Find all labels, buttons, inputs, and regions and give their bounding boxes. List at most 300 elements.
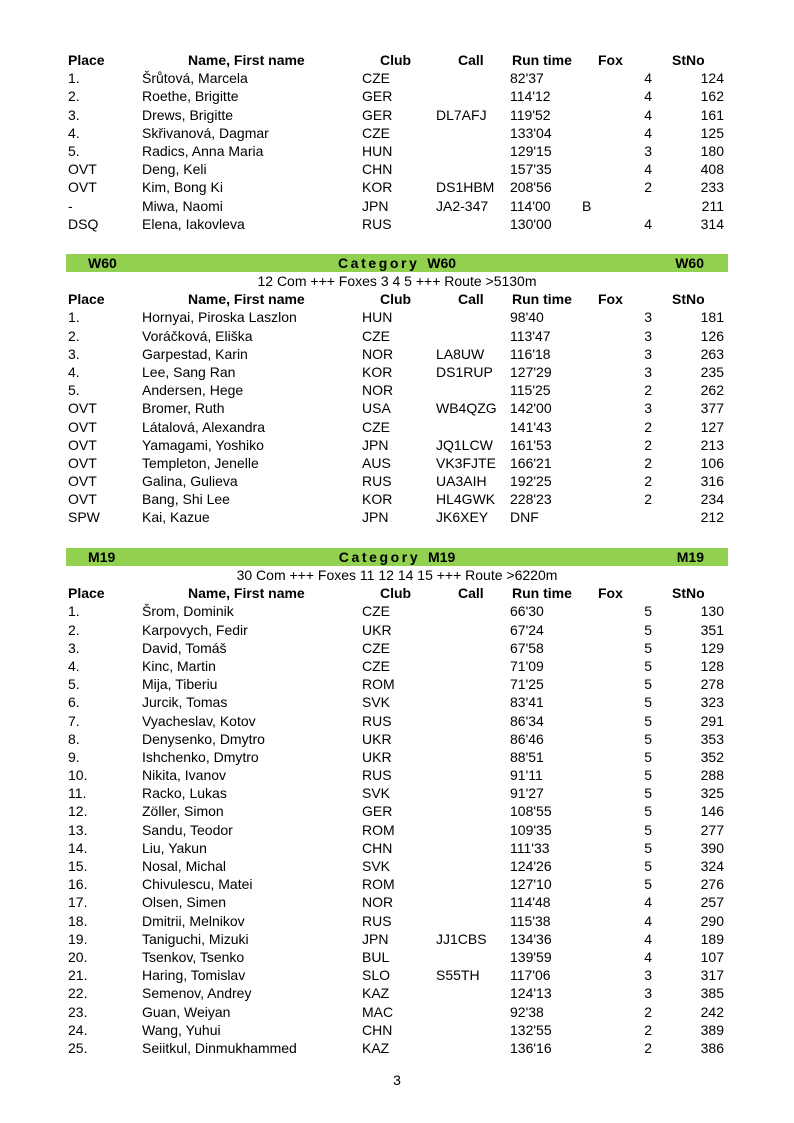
run-time-cell: 130'00 bbox=[510, 215, 552, 232]
header-stno: StNo bbox=[672, 291, 705, 308]
run-time-cell: 71'09 bbox=[510, 657, 544, 674]
stno-cell: 277 bbox=[700, 821, 724, 838]
place-cell: SPW bbox=[68, 509, 100, 526]
run-time-cell: 114'48 bbox=[510, 894, 551, 911]
stno-cell: 233 bbox=[700, 179, 724, 196]
table-row bbox=[66, 857, 728, 875]
name-cell: Andersen, Hege bbox=[142, 382, 244, 399]
club-cell: ROM bbox=[362, 876, 395, 893]
place-cell: 7. bbox=[68, 712, 80, 729]
category-bar bbox=[66, 548, 728, 566]
call-cell: JA2-347 bbox=[436, 197, 489, 214]
name-cell: Látalová, Alexandra bbox=[142, 418, 265, 435]
run-time-cell: 133'04 bbox=[510, 124, 552, 141]
fox-cell: 4 bbox=[644, 215, 652, 232]
header-name: Name, First name bbox=[188, 52, 305, 68]
club-cell: KOR bbox=[362, 491, 393, 508]
club-cell: UKR bbox=[362, 730, 392, 747]
category-w60-section bbox=[66, 254, 728, 527]
run-time-cell: 134'36 bbox=[510, 930, 552, 947]
table-header bbox=[66, 290, 728, 308]
fox-cell: 5 bbox=[644, 876, 652, 893]
run-time-cell: 111'33 bbox=[510, 839, 550, 856]
stno-cell: 211 bbox=[701, 197, 724, 214]
name-cell: Denysenko, Dmytro bbox=[142, 730, 265, 747]
stno-cell: 124 bbox=[700, 70, 724, 87]
run-time-cell: 114'00 bbox=[510, 197, 551, 214]
table-row bbox=[66, 893, 728, 911]
table-row bbox=[66, 657, 728, 675]
club-cell: ROM bbox=[362, 821, 395, 838]
name-cell: Wang, Yuhui bbox=[142, 1021, 221, 1038]
stno-cell: 314 bbox=[700, 215, 724, 232]
fox-cell: 4 bbox=[644, 930, 652, 947]
club-cell: GER bbox=[362, 106, 393, 123]
category-title-code: M19 bbox=[428, 549, 456, 565]
club-cell: ROM bbox=[362, 676, 395, 693]
fox-cell: 3 bbox=[644, 142, 652, 159]
place-cell: OVT bbox=[68, 473, 97, 490]
fox-cell: 2 bbox=[644, 382, 652, 399]
club-cell: CZE bbox=[362, 70, 390, 87]
table-row bbox=[66, 454, 728, 472]
header-call: Call bbox=[458, 52, 484, 68]
name-cell: David, Tomáš bbox=[142, 639, 227, 656]
header-place: Place bbox=[68, 52, 105, 68]
run-time-cell: 116'18 bbox=[510, 345, 551, 362]
stno-cell: 235 bbox=[700, 363, 724, 380]
stno-cell: 213 bbox=[700, 436, 724, 453]
place-cell: 5. bbox=[68, 676, 80, 693]
place-cell: OVT bbox=[68, 418, 97, 435]
place-cell: 4. bbox=[68, 124, 80, 141]
club-cell: AUS bbox=[362, 454, 391, 471]
table-row bbox=[66, 87, 728, 105]
stno-cell: 317 bbox=[700, 967, 724, 984]
name-cell: Hornyai, Piroska Laszlon bbox=[142, 309, 297, 326]
fox-cell: 3 bbox=[644, 400, 652, 417]
place-cell: 13. bbox=[68, 821, 88, 838]
stno-cell: 180 bbox=[700, 142, 724, 159]
run-time-cell: 127'10 bbox=[510, 876, 552, 893]
fox-cell: 2 bbox=[644, 1003, 652, 1020]
fox-cell: 2 bbox=[644, 1021, 652, 1038]
place-cell: 21. bbox=[68, 967, 88, 984]
stno-cell: 125 bbox=[700, 124, 724, 141]
stno-cell: 291 bbox=[700, 712, 724, 729]
club-cell: HUN bbox=[362, 309, 393, 326]
name-cell: Chivulescu, Matei bbox=[142, 876, 253, 893]
place-cell: 1. bbox=[68, 603, 80, 620]
table-row bbox=[66, 639, 728, 657]
club-cell: KAZ bbox=[362, 985, 390, 1002]
name-cell: Taniguchi, Mizuki bbox=[142, 930, 249, 947]
fox-cell: 4 bbox=[644, 161, 652, 178]
place-cell: OVT bbox=[68, 454, 97, 471]
w60-results-rows bbox=[66, 308, 728, 526]
club-cell: JPN bbox=[362, 436, 389, 453]
run-time-cell: 141'43 bbox=[510, 418, 552, 435]
club-cell: KAZ bbox=[362, 1039, 390, 1056]
category-code-right: W60 bbox=[675, 255, 704, 271]
table-row bbox=[66, 472, 728, 490]
place-cell: 6. bbox=[68, 694, 80, 711]
place-cell: 17. bbox=[68, 894, 88, 911]
run-time-cell: 127'29 bbox=[510, 363, 552, 380]
category-code-left: W60 bbox=[88, 255, 117, 271]
header-fox: Fox bbox=[598, 291, 623, 308]
stno-cell: 323 bbox=[700, 694, 724, 711]
place-cell: 2. bbox=[68, 327, 80, 344]
place-cell: 9. bbox=[68, 748, 80, 765]
fox-cell: 5 bbox=[644, 803, 652, 820]
stno-cell: 234 bbox=[700, 491, 724, 508]
stno-cell: 257 bbox=[700, 894, 724, 911]
fox-cell: 3 bbox=[644, 363, 652, 380]
table-row bbox=[66, 948, 728, 966]
table-row bbox=[66, 160, 728, 178]
stno-cell: 242 bbox=[700, 1003, 724, 1020]
status-flag-cell: B bbox=[582, 197, 592, 214]
name-cell: Templeton, Jenelle bbox=[142, 454, 259, 471]
fox-cell: 5 bbox=[644, 676, 652, 693]
table-row bbox=[66, 621, 728, 639]
stno-cell: 325 bbox=[700, 785, 724, 802]
club-cell: SLO bbox=[362, 967, 391, 984]
name-cell: Yamagami, Yoshiko bbox=[142, 436, 264, 453]
table-row bbox=[66, 602, 728, 620]
run-time-cell: 98'40 bbox=[510, 309, 544, 326]
table-row bbox=[66, 1021, 728, 1039]
name-cell: Voráčková, Eliška bbox=[142, 327, 253, 344]
club-cell: BUL bbox=[362, 948, 390, 965]
table-row bbox=[66, 802, 728, 820]
top-results-section bbox=[66, 51, 728, 233]
name-cell: Liu, Yakun bbox=[142, 839, 207, 856]
place-cell: 2. bbox=[68, 88, 80, 105]
run-time-cell: 119'52 bbox=[510, 106, 551, 123]
fox-cell: 2 bbox=[644, 179, 652, 196]
stno-cell: 107 bbox=[700, 948, 724, 965]
table-row bbox=[66, 912, 728, 930]
fox-cell: 5 bbox=[644, 730, 652, 747]
place-cell: 1. bbox=[68, 70, 80, 87]
place-cell: 4. bbox=[68, 363, 80, 380]
table-row bbox=[66, 748, 728, 766]
name-cell: Seiitkul, Dinmukhammed bbox=[142, 1039, 297, 1056]
fox-cell: 5 bbox=[644, 712, 652, 729]
place-cell: 14. bbox=[68, 839, 88, 856]
call-cell: LA8UW bbox=[436, 345, 485, 362]
category-info: 30 Com +++ Foxes 11 12 14 15 +++ Route >6220m bbox=[236, 567, 558, 583]
run-time-cell: DNF bbox=[510, 509, 539, 526]
call-cell: JJ1CBS bbox=[436, 930, 487, 947]
header-stno: StNo bbox=[672, 585, 705, 602]
club-cell: UKR bbox=[362, 621, 392, 638]
place-cell: 3. bbox=[68, 345, 80, 362]
club-cell: CZE bbox=[362, 603, 390, 620]
stno-cell: 263 bbox=[700, 345, 724, 362]
table-row bbox=[66, 178, 728, 196]
place-cell: 3. bbox=[68, 639, 80, 656]
header-name: Name, First name bbox=[188, 585, 305, 602]
table-row bbox=[66, 345, 728, 363]
table-row bbox=[66, 106, 728, 124]
place-cell: 16. bbox=[68, 876, 88, 893]
club-cell: CHN bbox=[362, 839, 393, 856]
run-time-cell: 115'38 bbox=[510, 912, 551, 929]
club-cell: GER bbox=[362, 803, 393, 820]
header-place: Place bbox=[68, 585, 105, 602]
club-cell: RUS bbox=[362, 912, 392, 929]
place-cell: OVT bbox=[68, 400, 97, 417]
place-cell: 22. bbox=[68, 985, 88, 1002]
run-time-cell: 166'21 bbox=[510, 454, 552, 471]
place-cell: DSQ bbox=[68, 215, 99, 232]
stno-cell: 353 bbox=[700, 730, 724, 747]
fox-cell: 4 bbox=[644, 70, 652, 87]
place-cell: 25. bbox=[68, 1039, 88, 1056]
header-run-time: Run time bbox=[512, 291, 572, 308]
name-cell: Roethe, Brigitte bbox=[142, 88, 239, 105]
table-row bbox=[66, 399, 728, 417]
club-cell: UKR bbox=[362, 748, 392, 765]
category-word: Category bbox=[337, 255, 420, 271]
table-row bbox=[66, 308, 728, 326]
club-cell: HUN bbox=[362, 142, 393, 159]
table-row bbox=[66, 490, 728, 508]
fox-cell: 2 bbox=[644, 454, 652, 471]
club-cell: RUS bbox=[362, 767, 392, 784]
stno-cell: 130 bbox=[700, 603, 724, 620]
call-cell: UA3AIH bbox=[436, 473, 487, 490]
stno-cell: 386 bbox=[700, 1039, 724, 1056]
fox-cell: 5 bbox=[644, 785, 652, 802]
table-row bbox=[66, 197, 728, 215]
name-cell: Miwa, Naomi bbox=[142, 197, 223, 214]
run-time-cell: 124'26 bbox=[510, 858, 552, 874]
fox-cell: 3 bbox=[644, 327, 652, 344]
stno-cell: 352 bbox=[700, 748, 724, 765]
name-cell: Garpestad, Karin bbox=[142, 345, 248, 362]
fox-cell: 4 bbox=[644, 106, 652, 123]
club-cell: JPN bbox=[362, 509, 389, 526]
club-cell: SVK bbox=[362, 785, 391, 802]
category-m19-section bbox=[66, 548, 728, 1057]
run-time-cell: 83'41 bbox=[510, 694, 544, 711]
fox-cell: 5 bbox=[644, 621, 652, 638]
category-bar bbox=[66, 254, 728, 272]
place-cell: 5. bbox=[68, 142, 80, 159]
place-cell: 20. bbox=[68, 948, 88, 965]
name-cell: Tsenkov, Tsenko bbox=[142, 948, 245, 965]
page-number: 3 bbox=[393, 1072, 401, 1088]
m19-results-rows bbox=[66, 602, 728, 1057]
fox-cell: 5 bbox=[644, 603, 652, 620]
table-header bbox=[66, 51, 728, 69]
run-time-cell: 86'34 bbox=[510, 712, 544, 729]
club-cell: RUS bbox=[362, 473, 392, 490]
table-row bbox=[66, 730, 728, 748]
place-cell: 11. bbox=[68, 785, 87, 802]
table-row bbox=[66, 966, 728, 984]
club-cell: CZE bbox=[362, 639, 390, 656]
fox-cell: 3 bbox=[644, 967, 652, 984]
category-title bbox=[66, 254, 728, 272]
stno-cell: 324 bbox=[700, 858, 724, 874]
table-row bbox=[66, 693, 728, 711]
place-cell: 12. bbox=[68, 803, 88, 820]
name-cell: Nikita, Ivanov bbox=[142, 767, 227, 784]
place-cell: 2. bbox=[68, 621, 80, 638]
name-cell: Jurcik, Tomas bbox=[142, 694, 228, 711]
name-cell: Sandu, Teodor bbox=[142, 821, 233, 838]
club-cell: KOR bbox=[362, 363, 393, 380]
table-row bbox=[66, 327, 728, 345]
run-time-cell: 109'35 bbox=[510, 821, 552, 838]
table-row bbox=[66, 69, 728, 87]
run-time-cell: 139'59 bbox=[510, 948, 552, 965]
fox-cell: 4 bbox=[644, 894, 652, 911]
header-fox: Fox bbox=[598, 52, 623, 68]
club-cell: MAC bbox=[362, 1003, 394, 1020]
place-cell: 18. bbox=[68, 912, 88, 929]
call-cell: WB4QZG bbox=[436, 400, 497, 417]
top-results-rows bbox=[66, 69, 728, 233]
fox-cell: 4 bbox=[644, 948, 652, 965]
category-code-right: M19 bbox=[676, 549, 704, 565]
place-cell: OVT bbox=[68, 179, 97, 196]
stno-cell: 351 bbox=[700, 621, 724, 638]
run-time-cell: 66'30 bbox=[510, 603, 544, 620]
name-cell: Guan, Weiyan bbox=[142, 1003, 231, 1020]
stno-cell: 262 bbox=[700, 382, 724, 399]
table-row bbox=[66, 784, 728, 802]
table-row bbox=[66, 930, 728, 948]
run-time-cell: 228'23 bbox=[510, 491, 552, 508]
club-cell: CHN bbox=[362, 1021, 393, 1038]
stno-cell: 389 bbox=[700, 1021, 724, 1038]
header-place: Place bbox=[68, 291, 105, 308]
club-cell: NOR bbox=[362, 345, 394, 362]
run-time-cell: 117'06 bbox=[510, 967, 551, 984]
name-cell: Elena, Iakovleva bbox=[142, 215, 245, 232]
header-run-time: Run time bbox=[512, 585, 572, 602]
place-cell: OVT bbox=[68, 436, 97, 453]
table-row bbox=[66, 984, 728, 1002]
table-row bbox=[66, 712, 728, 730]
place-cell: 15. bbox=[68, 858, 88, 874]
stno-cell: 181 bbox=[700, 309, 724, 326]
run-time-cell: 157'35 bbox=[510, 161, 552, 178]
run-time-cell: 208'56 bbox=[510, 179, 552, 196]
fox-cell: 5 bbox=[644, 767, 652, 784]
category-word: Category bbox=[338, 549, 421, 565]
name-cell: Galina, Gulieva bbox=[142, 473, 238, 490]
run-time-cell: 192'25 bbox=[510, 473, 552, 490]
name-cell: Deng, Keli bbox=[142, 161, 207, 178]
fox-cell: 5 bbox=[644, 858, 652, 874]
run-time-cell: 115'25 bbox=[510, 382, 551, 399]
run-time-cell: 67'58 bbox=[510, 639, 544, 656]
club-cell: GER bbox=[362, 88, 393, 105]
table-row bbox=[66, 821, 728, 839]
club-cell: RUS bbox=[362, 712, 392, 729]
name-cell: Lee, Sang Ran bbox=[142, 363, 236, 380]
name-cell: Semenov, Andrey bbox=[142, 985, 252, 1002]
run-time-cell: 86'46 bbox=[510, 730, 544, 747]
call-cell: DS1HBM bbox=[436, 179, 495, 196]
fox-cell: 5 bbox=[644, 639, 652, 656]
call-cell: JK6XEY bbox=[436, 509, 489, 526]
name-cell: Ishchenko, Dmytro bbox=[142, 748, 259, 765]
table-row bbox=[66, 363, 728, 381]
stno-cell: 146 bbox=[700, 803, 724, 820]
header-call: Call bbox=[458, 291, 484, 308]
place-cell: 10. bbox=[68, 767, 88, 784]
stno-cell: 128 bbox=[700, 657, 724, 674]
club-cell: SVK bbox=[362, 694, 391, 711]
fox-cell: 2 bbox=[644, 1039, 652, 1056]
table-row bbox=[66, 766, 728, 784]
table-row bbox=[66, 124, 728, 142]
stno-cell: 129 bbox=[700, 639, 724, 656]
stno-cell: 126 bbox=[700, 327, 724, 344]
place-cell: 24. bbox=[68, 1021, 88, 1038]
table-header bbox=[66, 584, 728, 602]
place-cell: OVT bbox=[68, 491, 97, 508]
fox-cell: 5 bbox=[644, 694, 652, 711]
place-cell: - bbox=[68, 197, 73, 214]
stno-cell: 290 bbox=[700, 912, 724, 929]
club-cell: CZE bbox=[362, 418, 390, 435]
header-name: Name, First name bbox=[188, 291, 305, 308]
name-cell: Mija, Tiberiu bbox=[142, 676, 218, 693]
header-club: Club bbox=[380, 585, 412, 602]
club-cell: NOR bbox=[362, 894, 394, 911]
name-cell: Drews, Brigitte bbox=[142, 106, 234, 123]
place-cell: 8. bbox=[68, 730, 80, 747]
fox-cell: 2 bbox=[644, 491, 652, 508]
run-time-cell: 71'25 bbox=[510, 676, 544, 693]
stno-cell: 278 bbox=[700, 676, 724, 693]
call-cell: S55TH bbox=[436, 967, 480, 984]
name-cell: Kai, Kazue bbox=[142, 509, 210, 526]
club-cell: KOR bbox=[362, 179, 393, 196]
club-cell: JPN bbox=[362, 197, 389, 214]
stno-cell: 408 bbox=[700, 161, 724, 178]
stno-cell: 162 bbox=[700, 88, 724, 105]
name-cell: Radics, Anna Maria bbox=[142, 142, 264, 159]
name-cell: Dmitrii, Melnikov bbox=[142, 912, 245, 929]
category-info: 12 Com +++ Foxes 3 4 5 +++ Route >5130m bbox=[257, 273, 537, 289]
name-cell: Kinc, Martin bbox=[142, 657, 216, 674]
table-row bbox=[66, 1003, 728, 1021]
header-run-time: Run time bbox=[512, 52, 572, 68]
table-row bbox=[66, 142, 728, 160]
name-cell: Nosal, Michal bbox=[142, 858, 227, 874]
fox-cell: 5 bbox=[644, 657, 652, 674]
header-club: Club bbox=[380, 291, 412, 308]
club-cell: CZE bbox=[362, 657, 390, 674]
call-cell: VK3FJTE bbox=[436, 454, 496, 471]
table-row bbox=[66, 675, 728, 693]
table-row bbox=[66, 436, 728, 454]
stno-cell: 385 bbox=[700, 985, 724, 1002]
fox-cell: 5 bbox=[644, 748, 652, 765]
club-cell: JPN bbox=[362, 930, 389, 947]
club-cell: CZE bbox=[362, 327, 390, 344]
